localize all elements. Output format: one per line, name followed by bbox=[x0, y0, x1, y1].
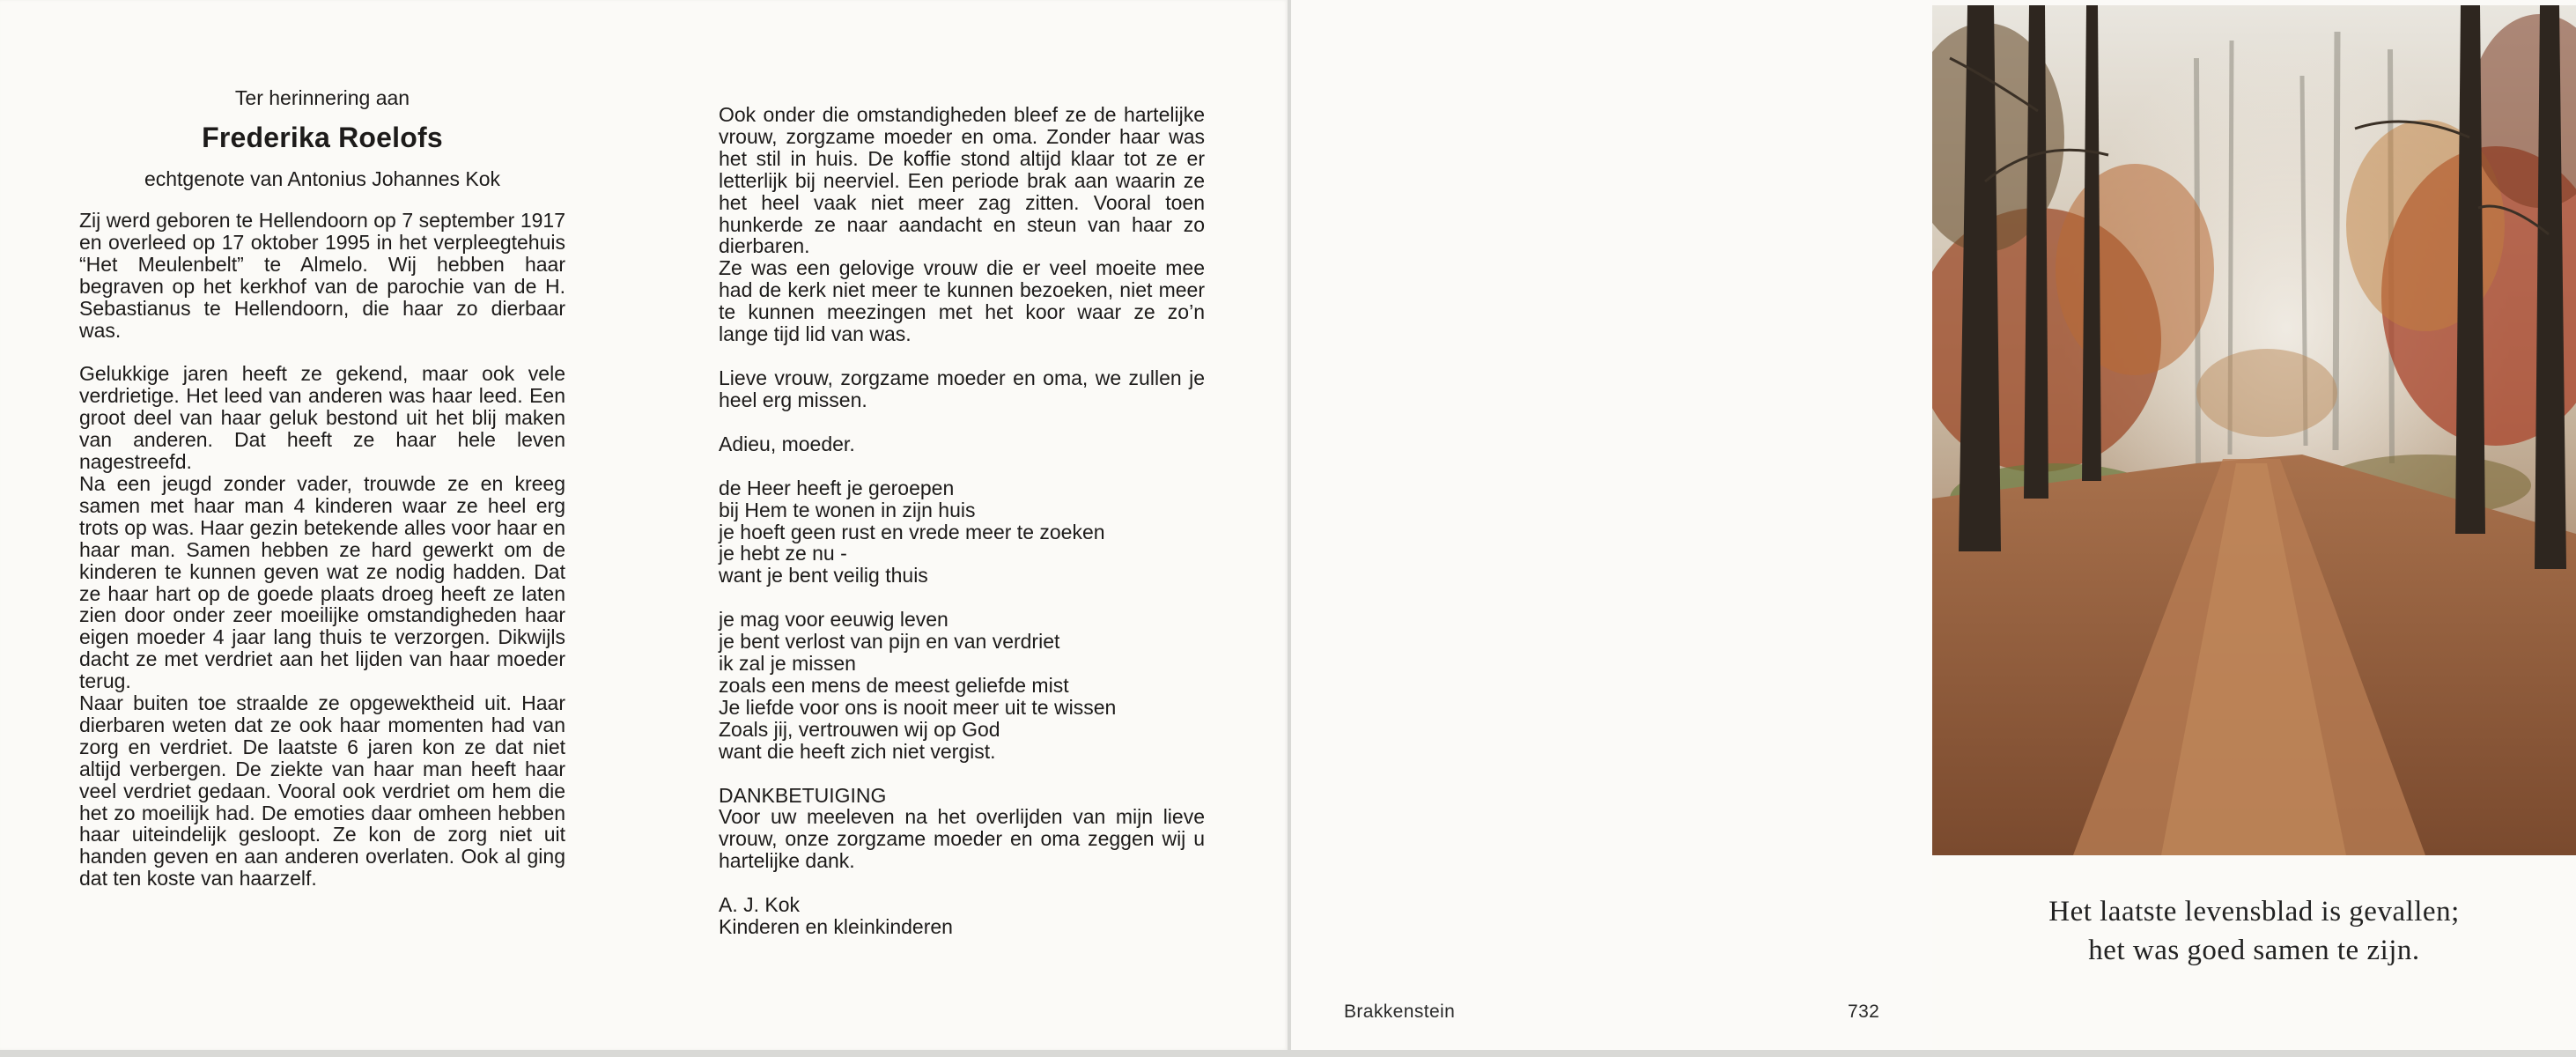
poem-line: Zoals jij, vertrouwen wij op God bbox=[719, 717, 1000, 741]
thanks-heading: DANKBETUIGING bbox=[719, 783, 887, 807]
poem-line: je hoeft geen rust en vrede meer te zoeken bbox=[719, 520, 1105, 543]
deceased-name: Frederika Roelofs bbox=[202, 122, 443, 153]
paragraph: Gelukkige jaren heeft ze gekend, maar ook vele verdrietige. Het leed van anderen was haar leed. Een groot deel van haar geluk bestond uit het blij maken van anderen. Dat heeft ze haar hele leven nagestreefd. bbox=[79, 362, 565, 474]
poem-line: want je bent veilig thuis bbox=[719, 564, 928, 588]
paragraph: Ze was een gelovige vrouw die er veel moeite mee had de kerk niet meer te kunnen bezoeken, niet meer te kunnen meezingen met het koor waar ze zo’n lange tijd lid van was. bbox=[719, 256, 1205, 346]
paragraph-gap bbox=[719, 455, 1205, 477]
intro-text: Ter herinnering aan bbox=[234, 86, 410, 109]
paragraph: Naar buiten toe straalde ze opgewektheid uit. Haar dierbaren weten dat ze ook haar momenten had van zorg en verdriet. De laatste 6 jaren kon ze dat niet altijd verbergen. De ziekte van haar man heeft haar veel verdriet gedaan. Vooral ook verdriet om hem die het zo moeilijk had. De emoties daar omheen hebben haar uiteindelijk gesloopt. Ze kon de zorg niet uit handen geven en aan anderen overlaten. Ook al ging dat ten koste van haarzelf. bbox=[79, 691, 565, 891]
spouse-line: echtgenote van Antonius Johannes Kok bbox=[144, 167, 501, 190]
paragraph: Lieve vrouw, zorgzame moeder en oma, we zullen je heel erg missen. bbox=[719, 366, 1205, 411]
poem-line: ik zal je missen bbox=[719, 652, 856, 676]
thanks-text: Voor uw meeleven na het overlijden van mijn lieve vrouw, onze zorgzame moeder en oma zeggen wij u hartelijke dank. bbox=[719, 805, 1205, 873]
poem-line: Je liefde voor ons is nooit meer uit te wissen bbox=[719, 695, 1117, 719]
poem-line: je hebt ze nu - bbox=[719, 542, 847, 565]
poem-line: je mag voor eeuwig leven bbox=[719, 608, 948, 632]
paragraph-gap bbox=[719, 763, 1205, 785]
autumn-forest-path-photo bbox=[1932, 5, 2576, 855]
front-page bbox=[1932, 0, 2576, 1050]
paragraph-gap bbox=[79, 341, 565, 363]
verse bbox=[1932, 892, 2576, 970]
paragraph-gap bbox=[719, 587, 1205, 609]
verse-line: Het laatste levensblad is gevallen; bbox=[2048, 896, 2460, 928]
signature-line: A. J. Kok bbox=[719, 893, 801, 917]
inside-spread bbox=[0, 0, 1288, 1050]
paragraph: Ook onder die omstandigheden bleef ze de hartelijke vrouw, zorgzame moeder en oma. Zonder haar was het stil in huis. De koffie stond altijd klaar tot ze er letterlijk bij neerviel. Een periode brak aan waarin ze het heel vaak niet meer zag zitten. Vooral toen hunkerde ze naar aandacht en steun van haar zo dierbaren. bbox=[719, 103, 1205, 258]
paragraph-gap bbox=[719, 872, 1205, 894]
signature-line: Kinderen en kleinkinderen bbox=[719, 915, 953, 939]
back-page bbox=[1291, 0, 1932, 1050]
paragraph-gap bbox=[719, 345, 1205, 367]
card-number: 732 bbox=[1848, 1002, 1880, 1022]
poem-line: de Heer heeft je geroepen bbox=[719, 476, 955, 499]
biography-column bbox=[79, 210, 565, 890]
paragraph: Na een jeugd zonder vader, trouwde ze en kreeg samen met haar man 4 kinderen waar ze heel erg trots op was. Haar gezin betekende alles voor haar en haar man. Samen hebben ze hard gewerkt om de kinderen te kunnen geven wat ze nodig hadden. Dat ze haar hart op de goede plaats droeg heeft ze laten zien door onder zeer moeilijke omstandigheden haar eigen moeder 4 jaar lang thuis te verzorgen. Dikwijls dacht ze met verdriet aan het lijden van haar moeder terug. bbox=[79, 471, 565, 693]
poem-line: je bent verlost van pijn en van verdriet bbox=[719, 630, 1060, 654]
printer-name: Brakkenstein bbox=[1344, 1002, 1456, 1022]
paragraph: Zij werd geboren te Hellendoorn op 7 september 1917 en overleed op 17 oktober 1995 in het verpleegtehuis “Het Meulenbelt” te Almelo. Wij hebben haar begraven op het kerkhof van de parochie van de H. Sebastianus te Hellendoorn, die haar zo dierbaar was. bbox=[79, 209, 565, 342]
farewell-line: Adieu, moeder. bbox=[719, 432, 855, 455]
verse-line: het was goed samen te zijn. bbox=[2088, 935, 2420, 966]
tribute-column bbox=[719, 104, 1205, 938]
poem-line: zoals een mens de meest geliefde mist bbox=[719, 673, 1069, 697]
poem-line: want die heeft zich niet vergist. bbox=[719, 739, 996, 763]
poem-line: bij Hem te wonen in zijn huis bbox=[719, 498, 976, 521]
paragraph-gap bbox=[719, 411, 1205, 433]
